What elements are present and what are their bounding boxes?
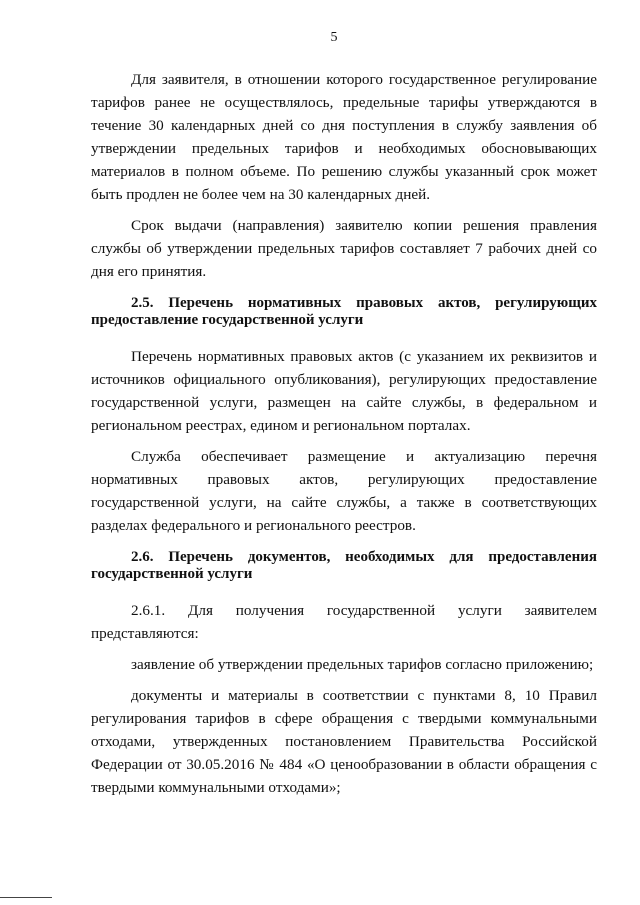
page-body	[91, 68, 597, 799]
paragraph-2-6-1: 2.6.1. Для получения государственной услуги заявителем представляются:	[91, 602, 597, 642]
paragraph-decision-copy-term: Срок выдачи (направления) заявителю копии решения правления службы об утверждении предельных тарифов составляет 7 рабочих дней со дня его принятия.	[91, 217, 597, 280]
section-heading-2-5: 2.5. Перечень нормативных правовых актов, регулирующих предоставление государственной услуги	[91, 295, 597, 328]
section-heading-2-6: 2.6. Перечень документов, необходимых для предоставления государственной услуги	[91, 549, 597, 582]
page-number: 5	[330, 30, 338, 45]
paragraph-application-term: Для заявителя, в отношении которого государственное регулирование тарифов ранее не осуществлялось, предельные тарифы утверждаются в течение 30 календарных дней со дня поступления в службу заявления об утверждении предельных тарифов и необходимых обосновывающих материалов в полном объеме. По решению службы указанный срок может быть продлен не более чем на 30 календарных дней.	[91, 71, 597, 203]
paragraph-application-item: заявление об утверждении предельных тарифов согласно приложению;	[131, 656, 594, 673]
paragraph-legal-acts-update: Служба обеспечивает размещение и актуализацию перечня нормативных правовых актов, регулирующих предоставление государственной услуги, на сайте службы, а также в соответствующих разделах федерального и регионального реестров.	[91, 448, 597, 534]
footer-rule	[0, 897, 52, 898]
paragraph-documents-item: документы и материалы в соответствии с пунктами 8, 10 Правил регулирования тарифов в сфере обращения с твердыми коммунальными отходами, утвержденных постановлением Правительства Российской Федерации от 30.05.2016 № 484 «О ценообразовании в области обращения с твердыми коммунальными отходами»;	[91, 687, 597, 796]
paragraph-legal-acts-list: Перечень нормативных правовых актов (с указанием их реквизитов и источников официального опубликования), регулирующих предоставление государственной услуги, размещен на сайте службы, в федеральном и региональном реестрах, едином и региональном порталах.	[91, 348, 597, 434]
